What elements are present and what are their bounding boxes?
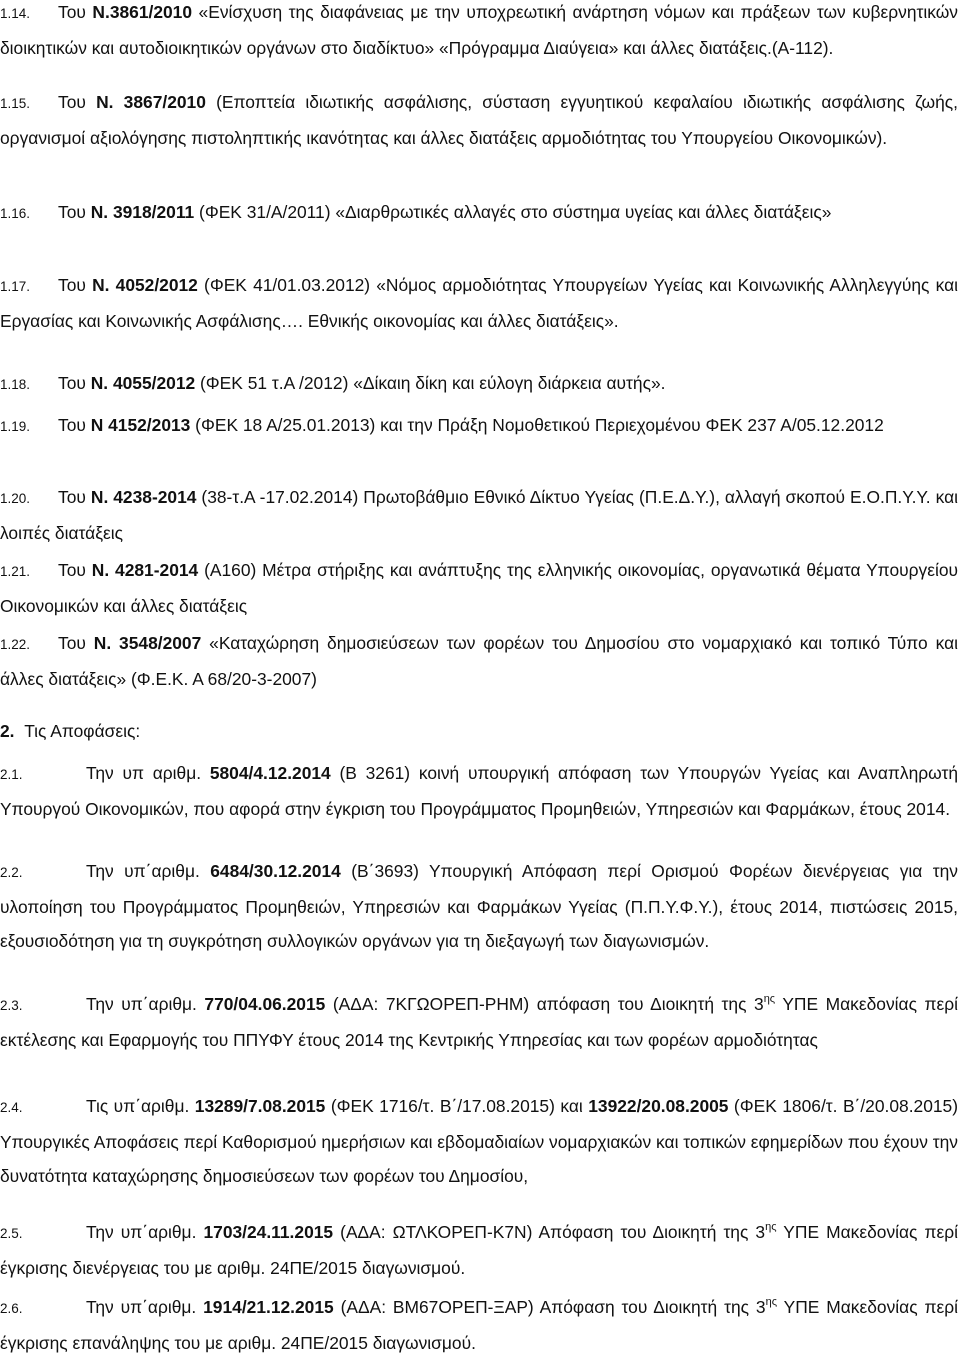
item-text: (38-τ.Α -17.02.2014) Πρωτοβάθμιο Εθνικό Δίκτυο Υγείας (Π.Ε.Δ.Υ.), αλλαγή σκοπού Ε.Ο.Π.Υ.Υ. και λοιπές διατάξεις	[0, 487, 958, 543]
decision-reference: 5804/4.12.2014	[209, 763, 331, 783]
law-item	[0, 366, 958, 402]
item-number: 2.1.	[0, 767, 23, 782]
item-text: (ΦΕΚ 1716/τ. Β΄/17.08.2015) και	[325, 1096, 589, 1116]
item-text: (Β 3261) κοινή υπουργική απόφαση των Υπουργών Υγείας και Αναπληρωτή Υπουργού Οικονομικών, που αφορά στην έγκριση του Προγράμματος Προμηθειών, Υπηρεσιών και Φαρμάκων, έτους 2014.	[0, 763, 959, 819]
law-item	[0, 195, 958, 231]
item-prefix: Την υπ αριθμ.	[86, 763, 210, 783]
law-item	[0, 626, 958, 696]
law-reference: Ν. 4052/2012	[92, 275, 198, 295]
item-text: (Α160) Μέτρα στήριξης και ανάπτυξης της ελληνικής οικονομίας, οργανωτικά θέματα Υπουργείου Οικονομικών και άλλες διατάξεις	[0, 560, 959, 616]
item-prefix: Του	[58, 560, 92, 580]
item-number: 1.18.	[0, 377, 31, 392]
item-text: (ΑΔΑ: ΒΜ67ΟΡΕΠ-ΞΑΡ) Απόφαση του Διοικητή της 3	[333, 1297, 766, 1317]
decision-item	[0, 1290, 958, 1360]
item-prefix: Του	[58, 92, 97, 112]
item-text: (ΑΔΑ: 7ΚΓΩΟΡΕΠ-ΡΗΜ) απόφαση του Διοικητή της 3	[325, 994, 764, 1014]
decision-reference-2: 13922/20.08.2005	[588, 1096, 729, 1116]
item-text-continued: ΥΠΕ Μακεδονίας περί έγκρισης διενέργειας του με αριθμ. 24ΠΕ/2015 διαγωνισμού.	[0, 1222, 959, 1278]
law-item	[0, 85, 958, 155]
item-text: (Εποπτεία ιδιωτικής ασφάλισης, σύσταση εγγυητικού κεφαλαίου ιδιωτικής ασφάλισης ζωής, οργανισμοί αξιολόγησης πιστοληπτικής ικανότητας και άλλες διατάξεις αρμοδιότητας του Υπουργείου Οικονομικών).	[0, 92, 958, 148]
ordinal-suffix: ης	[765, 1296, 778, 1308]
item-number: 1.14.	[0, 6, 31, 21]
decision-reference: 1703/24.11.2015	[203, 1222, 334, 1242]
law-item	[0, 408, 958, 444]
item-number: 2.3.	[0, 998, 23, 1013]
item-prefix: Την υπ΄αριθμ.	[86, 861, 211, 881]
decision-item	[0, 1089, 958, 1193]
item-text: (ΦΕΚ 41/01.03.2012) «Νόμος αρμοδιότητας Υπουργείων Υγείας και Κοινωνικής Αλληλεγγύης και Εργασίας και Κοινωνικής Ασφάλισης…. Εθνικής οικονομίας και άλλες διατάξεις».	[0, 275, 958, 331]
decision-reference: 6484/30.12.2014	[210, 861, 341, 881]
item-text: (Β΄3693) Υπουργική Απόφαση περί Ορισμού Φορέων διενέργειας για την υλοποίηση του Προγράμματος Προμηθειών, Υπηρεσιών και Φαρμάκων Υγείας (Π.Π.Υ.Φ.Υ.), έτους 2014, πιστώσεις 2015, εξουσιοδότηση για τη συγκρότηση συλλογικών οργάνων για τη διεξαγωγή των διαγωνισμών.	[0, 861, 959, 951]
decision-reference: 770/04.06.2015	[204, 994, 326, 1014]
decision-reference: 13289/7.08.2015	[194, 1096, 326, 1116]
item-text: (ΦΕΚ 51 τ.Α /2012) «Δίκαιη δίκη και εύλογη διάρκεια αυτής».	[195, 373, 666, 393]
item-number: 1.22.	[0, 637, 31, 652]
item-number: 1.19.	[0, 419, 31, 434]
law-item	[0, 0, 958, 65]
item-prefix: Του	[58, 275, 93, 295]
decision-item	[0, 987, 958, 1057]
item-number: 1.17.	[0, 279, 31, 294]
item-text-continued: ΥΠΕ Μακεδονίας περί έγκρισης επανάληψης του με αριθμ. 24ΠΕ/2015 διαγωνισμού.	[0, 1297, 958, 1353]
item-text-continued: (ΦΕΚ 1806/τ. Β΄/20.08.2015) Υπουργικές Αποφάσεις περί Καθορισμού ημερήσιων και εβδομαδιαίων νομαρχιακών και τοπικών εφημερίδων που έχουν την δυνατότητα καταχώρησης δημοσιεύσεων των φορέων του Δημοσίου,	[0, 1096, 958, 1186]
item-prefix: Του	[58, 373, 91, 393]
ordinal-suffix: ης	[765, 1221, 777, 1233]
section-number: 2.	[0, 721, 15, 741]
decision-item	[0, 1215, 958, 1285]
law-reference: Ν. 4238-2014	[90, 487, 197, 507]
law-reference: Ν. 3548/2007	[93, 633, 202, 653]
law-reference: Ν. 4055/2012	[90, 373, 196, 393]
item-text: «Ενίσχυση της διαφάνειας με την υποχρεωτική ανάρτηση νόμων και πράξεων των κυβερνητικών διοικητικών και αυτοδιοικητικών οργάνων στο διαδίκτυο» «Πρόγραμμα Διαύγεια» και άλλες διατάξεις.(Α-112).	[0, 2, 958, 58]
section-heading	[0, 714, 958, 748]
item-text: (ΦΕΚ 31/Α/2011) «Διαρθρωτικές αλλαγές στο σύστημα υγείας και άλλες διατάξεις»	[194, 202, 832, 222]
item-prefix: Του	[58, 487, 91, 507]
law-reference: Ν.3861/2010	[92, 2, 193, 22]
item-prefix: Του	[58, 2, 93, 22]
law-reference: Ν. 3867/2010	[96, 92, 206, 112]
item-prefix: Την υπ΄αριθμ.	[86, 994, 205, 1014]
item-number: 2.4.	[0, 1100, 23, 1115]
item-text: (ΑΔΑ: ΩΤΛΚΟΡΕΠ-Κ7Ν) Απόφαση του Διοικητή της 3	[333, 1222, 766, 1242]
item-number: 2.5.	[0, 1226, 23, 1241]
item-number: 1.16.	[0, 206, 31, 221]
decision-item	[0, 854, 958, 958]
law-reference: Ν. 3918/2011	[90, 202, 195, 222]
item-number: 2.2.	[0, 865, 23, 880]
law-item	[0, 480, 958, 550]
law-reference: Ν 4152/2013	[90, 415, 191, 435]
item-number: 1.20.	[0, 491, 31, 506]
law-item	[0, 553, 958, 623]
section-title: Τις Αποφάσεις:	[24, 721, 141, 741]
item-number: 1.15.	[0, 96, 31, 111]
item-number: 1.21.	[0, 564, 31, 579]
item-prefix: Τις υπ΄αριθμ.	[86, 1096, 195, 1116]
item-prefix: Του	[58, 415, 91, 435]
decision-reference: 1914/21.12.2015	[203, 1297, 334, 1317]
item-prefix: Την υπ΄αριθμ.	[86, 1297, 204, 1317]
item-text: «Καταχώρηση δημοσιεύσεων των φορέων του Δημοσίου στο νομαρχιακό και τοπικό Τύπο και άλλες διατάξεις» (Φ.Ε.Κ. Α 68/20-3-2007)	[0, 633, 958, 689]
ordinal-suffix: ης	[763, 993, 776, 1005]
item-prefix: Του	[58, 202, 91, 222]
decision-item	[0, 756, 958, 826]
item-prefix: Του	[58, 633, 94, 653]
item-text: (ΦΕΚ 18 Α/25.01.2013) και την Πράξη Νομοθετικού Περιεχομένου ΦΕΚ 237 Α/05.12.2012	[190, 415, 884, 435]
law-reference: Ν. 4281-2014	[91, 560, 199, 580]
item-prefix: Την υπ΄αριθμ.	[86, 1222, 204, 1242]
item-number: 2.6.	[0, 1301, 23, 1316]
item-text-continued: ΥΠΕ Μακεδονίας περί εκτέλεσης και Εφαρμογής του ΠΠΥΦΥ έτους 2014 της Κεντρικής Υπηρεσίας και των φορέων αρμοδιότητας	[0, 994, 958, 1050]
law-item	[0, 268, 958, 338]
